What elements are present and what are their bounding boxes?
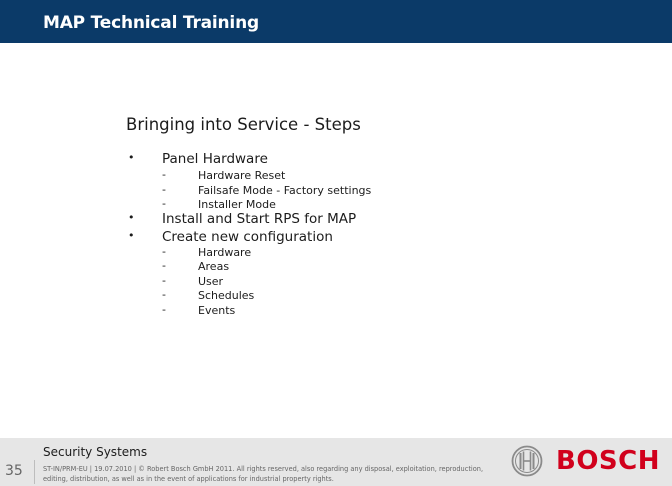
sub-bullet-label: Hardware Reset (198, 169, 286, 182)
slide-title: Bringing into Service - Steps (126, 115, 361, 134)
bullet-dot: • (128, 151, 135, 164)
sub-bullet-label: Failsafe Mode - Factory settings (198, 184, 372, 197)
sub-bullet-label: Hardware (198, 246, 252, 259)
footer-department: Security Systems (43, 445, 148, 459)
sub-bullet-label: Areas (198, 260, 230, 273)
footer-bar (0, 438, 672, 486)
bosch-logo-text: BOSCH (556, 446, 660, 476)
sub-bullet-label: User (198, 275, 224, 288)
header-bar (0, 0, 672, 43)
bullet-item-label: Install and Start RPS for MAP (162, 211, 357, 227)
sub-bullet-dash: - (162, 303, 166, 316)
sub-bullet-dash: - (162, 168, 166, 181)
bullet-item-label: Create new configuration (162, 229, 333, 245)
sub-bullet-label: Schedules (198, 289, 255, 302)
sub-bullet-label: Installer Mode (198, 198, 276, 211)
footer-divider (34, 460, 35, 484)
copyright-notice: ST-IN/PRM-EU | 19.07.2010 | © Robert Bosch GmbH 2011. All rights reserved, also regarding any disposal, exploitation, reproduction, editing, distribution, as well as in the event of applications for industrial property rights. (43, 465, 484, 483)
bullet-dot: • (128, 211, 135, 224)
sub-bullet-dash: - (162, 288, 166, 301)
sub-bullet-label: Events (198, 304, 236, 317)
page-number: 35 (5, 463, 23, 479)
sub-bullet-dash: - (162, 245, 166, 258)
bullet-dot: • (128, 229, 135, 242)
sub-bullet-dash: - (162, 274, 166, 287)
sub-bullet-dash: - (162, 183, 166, 196)
sub-bullet-dash: - (162, 197, 166, 210)
bullet-item-label: Panel Hardware (162, 151, 268, 167)
header-title: MAP Technical Training (43, 13, 259, 33)
bosch-armature-icon (511, 445, 543, 477)
sub-bullet-dash: - (162, 259, 166, 272)
